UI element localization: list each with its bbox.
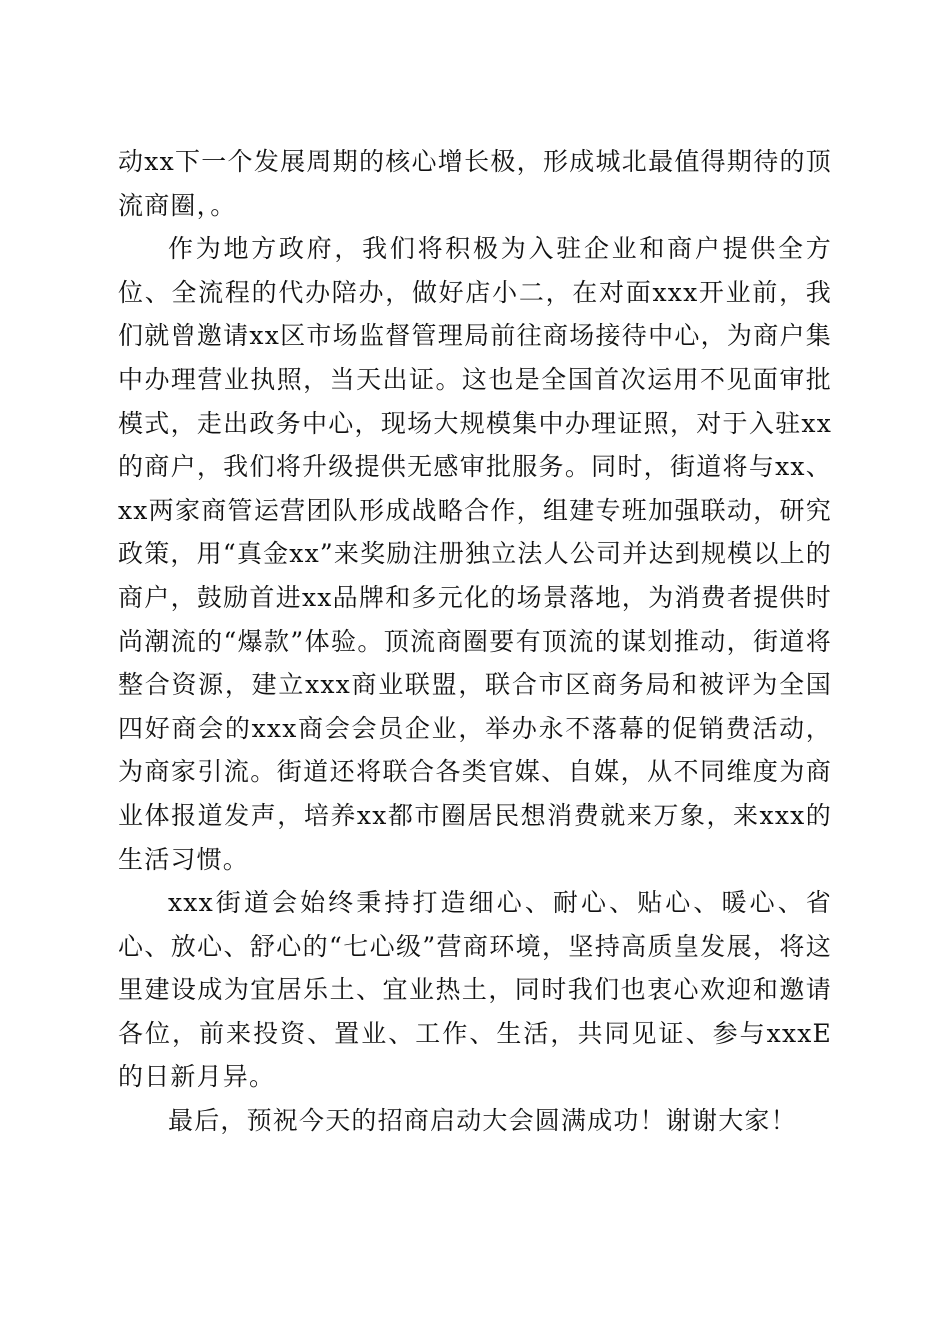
document-body [118, 140, 832, 1143]
paragraph-business-environment: xxx街道会始终秉持打造细心、耐心、贴心、暖心、省心、放心、舒心的“七心级”营商环境，坚持高质皇发展，将这里建设成为宜居乐土、宜业热土，同时我们也衷心欢迎和邀请各位，前来投资、置业、工作、生活，共同见证、参与xxxE的日新月异。 [118, 888, 832, 1092]
paragraph-continuation: 动xx下一个发展周期的核心增长极，形成城北最值得期待的顶流商圈，。 [118, 147, 832, 220]
paragraph-closing-remarks: 最后，预祝今天的招商启动大会圆满成功！谢谢大家！ [168, 1106, 797, 1136]
paragraph-government-services: 作为地方政府，我们将积极为入驻企业和商户提供全方位、全流程的代办陪办，做好店小二，在对面xxx开业前，我们就曾邀请xx区市场监督管理局前往商场接待中心，为商户集中办理营业执照，当天出证。这也是全国首次运用不见面审批模式，走出政务中心，现场大规模集中办理证照，对于入驻xx的商户，我们将升级提供无感审批服务。同时，街道将与xx、xx两家商管运营团队形成战略合作，组建专班加强联动，研究政策，用“真金xx”来奖励注册独立法人公司并达到规模以上的商户，鼓励首进xx品牌和多元化的场景落地，为消费者提供时尚潮流的“爆款”体验。顶流商圈要有顶流的谋划推动，街道将整合资源，建立xxx商业联盟，联合市区商务局和被评为全国四好商会的xxx商会会员企业，举办永不落幕的促销费活动，为商家引流。街道还将联合各类官媒、自媒，从不同维度为商业体报道发声，培养xx都市圈居民想消费就来万象，来xxx的生活习惯。 [118, 234, 832, 874]
